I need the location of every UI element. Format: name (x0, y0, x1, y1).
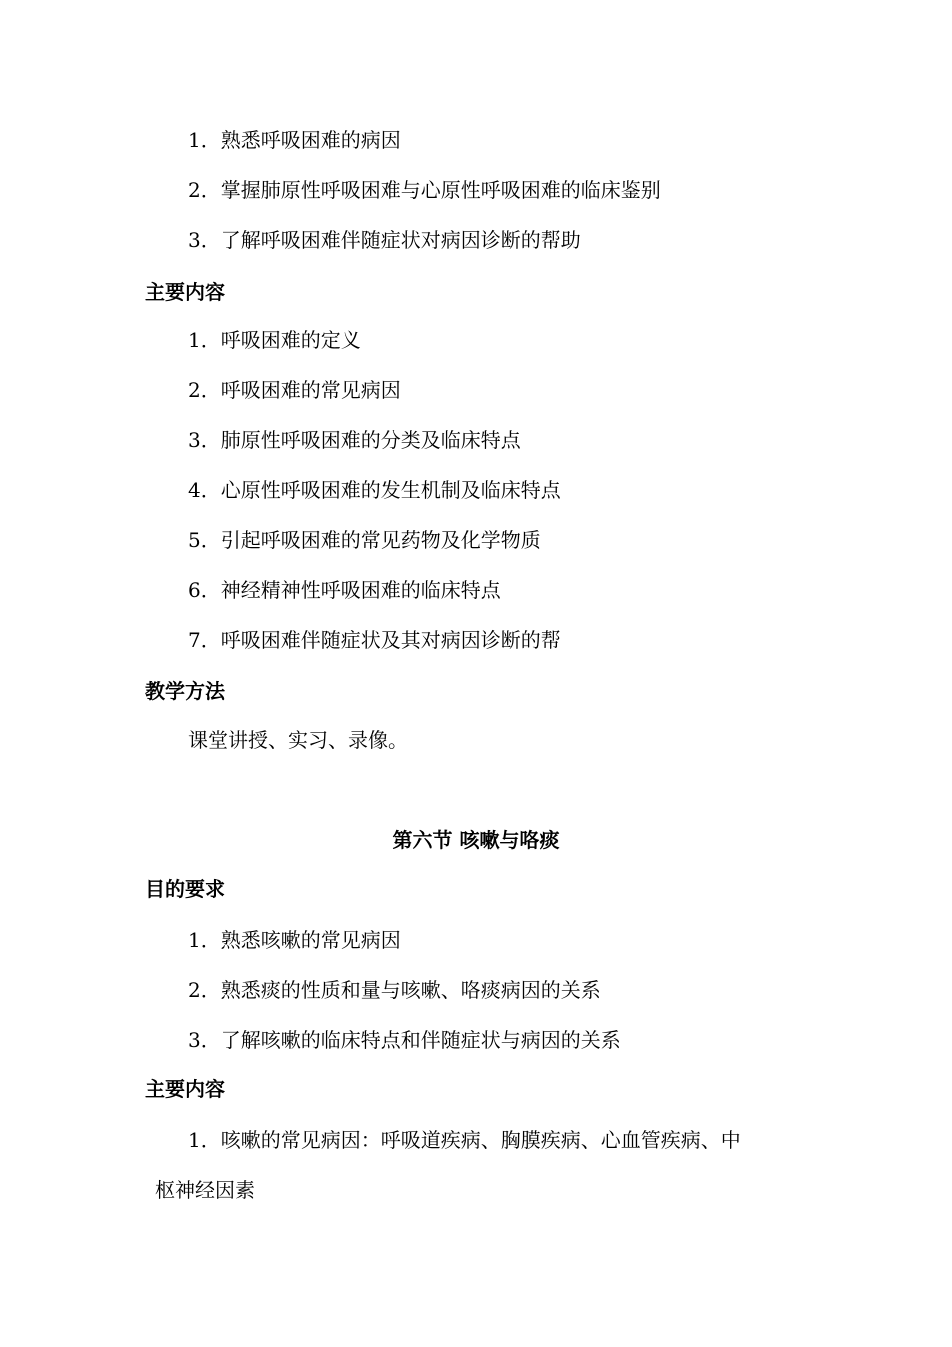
content-item: 7．呼吸困难伴随症状及其对病因诊断的帮 (188, 628, 561, 652)
goal-item: 1．熟悉呼吸困难的病因 (188, 128, 401, 152)
method-heading: 教学方法 (145, 679, 225, 703)
content-item: 1．呼吸困难的定义 (188, 328, 361, 352)
goals-heading: 目的要求 (145, 877, 225, 901)
content-item: 2．呼吸困难的常见病因 (188, 378, 401, 402)
content-heading: 主要内容 (145, 1077, 225, 1101)
goal-item: 2．熟悉痰的性质和量与咳嗽、咯痰病因的关系 (188, 978, 601, 1002)
content-heading: 主要内容 (145, 280, 225, 304)
section-title: 第六节 咳嗽与咯痰 (392, 828, 560, 852)
goal-item: 3．了解咳嗽的临床特点和伴随症状与病因的关系 (188, 1028, 621, 1052)
content-item-continuation: 枢神经因素 (155, 1178, 255, 1202)
content-item: 4．心原性呼吸困难的发生机制及临床特点 (188, 478, 561, 502)
method-text: 课堂讲授、实习、录像。 (188, 728, 408, 752)
content-item: 6．神经精神性呼吸困难的临床特点 (188, 578, 501, 602)
content-item: 1．咳嗽的常见病因：呼吸道疾病、胸膜疾病、心血管疾病、中 (188, 1128, 741, 1152)
content-item: 3．肺原性呼吸困难的分类及临床特点 (188, 428, 521, 452)
content-item: 5．引起呼吸困难的常见药物及化学物质 (188, 528, 541, 552)
goal-item: 1．熟悉咳嗽的常见病因 (188, 928, 401, 952)
goal-item: 3．了解呼吸困难伴随症状对病因诊断的帮助 (188, 228, 581, 252)
goal-item: 2．掌握肺原性呼吸困难与心原性呼吸困难的临床鉴别 (188, 178, 661, 202)
